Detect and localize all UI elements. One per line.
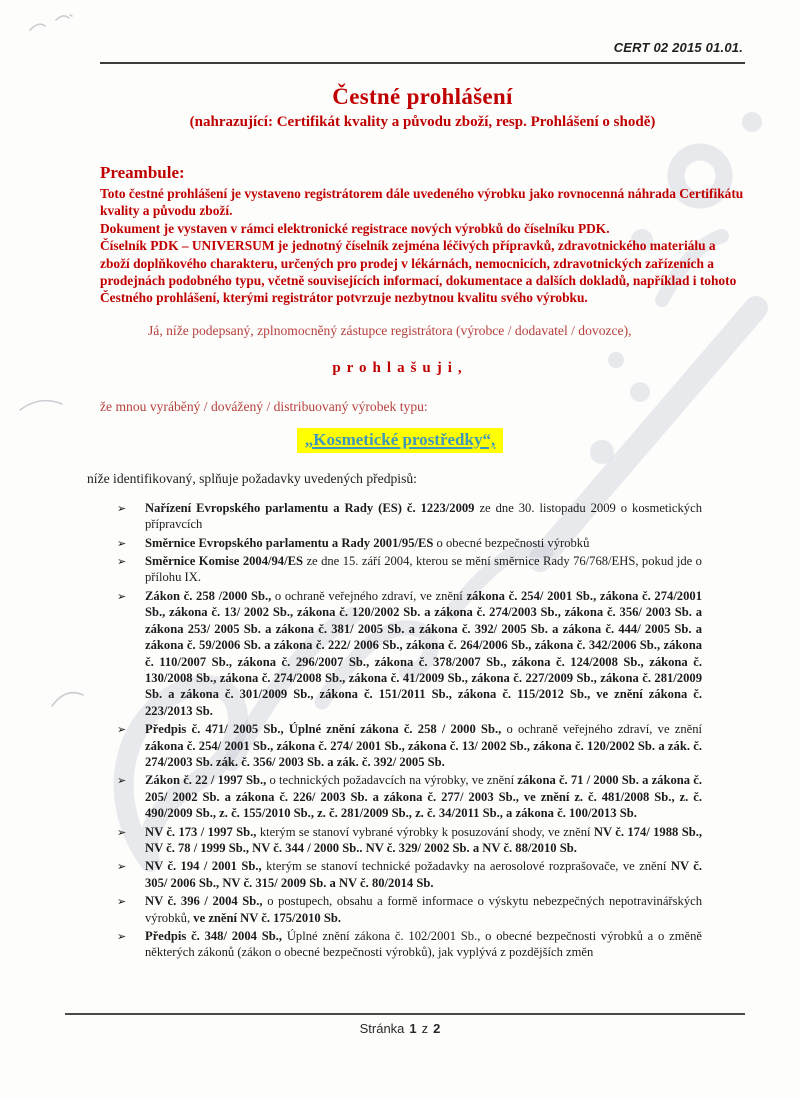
- arrow-bullet-icon: ➢: [117, 724, 127, 737]
- list-item: [100, 772, 702, 821]
- regulation-text: Předpis č. 471/ 2005 Sb., Úplné znění zákona č. 258 / 2000 Sb., o ochraně veřejného zdraví, ve znění zákona č. 254/ 2001 Sb., zákona č. 274/ 2001 Sb., zákona č. 13/ 2002 Sb., zákona č. 120/2002 Sb. a zák. č. 274/2003 Sb. zák. č. 356/ 2003 Sb. a zák. č. 392/ 2005 Sb.: [145, 722, 703, 769]
- list-item: [100, 928, 702, 961]
- list-item: [100, 824, 702, 857]
- list-item: [100, 500, 702, 533]
- regulation-text: Nařízení Evropského parlamentu a Rady (ES) č. 1223/2009 ze dne 30. listopadu 2009 o kosmetických přípravcích: [145, 500, 702, 532]
- footer-of: z: [421, 1021, 429, 1036]
- arrow-bullet-icon: ➢: [117, 502, 127, 515]
- arrow-bullet-icon: ➢: [117, 590, 127, 603]
- list-item: [100, 535, 702, 551]
- declaration-closing: níže identifikovaný, splňuje požadavky uvedených předpisů:: [87, 470, 417, 486]
- arrow-bullet-icon: ➢: [117, 775, 127, 788]
- footer-label: Stránka: [359, 1021, 405, 1036]
- regulation-text: NV č. 194 / 2001 Sb., kterým se stanoví technické požadavky na aerosolové rozprašovače, ve znění NV č. 305/ 2006 Sb., NV č. 315/ 2009 Sb. a NV č. 80/2014 Sb.: [145, 859, 702, 890]
- footer-total-pages: 2: [433, 1021, 441, 1036]
- regulation-text: NV č. 396 / 2004 Sb., o postupech, obsahu a formě informace o výskytu nebezpečných nepotravinářských výrobků, ve znění NV č. 175/2010 Sb.: [145, 894, 703, 925]
- declaration-verb: prohlašuji,: [332, 359, 468, 376]
- page-subtitle: (nahrazující: Certifikát kvality a původu zboží, resp. Prohlášení o shodě): [189, 114, 656, 130]
- arrow-bullet-icon: ➢: [117, 826, 127, 839]
- arrow-bullet-icon: ➢: [117, 537, 127, 550]
- arrow-bullet-icon: ➢: [117, 896, 127, 909]
- header-doc-code: CERT 02 2015 01.01.: [613, 40, 743, 55]
- list-item: [100, 721, 702, 770]
- regulation-text: Předpis č. 348/ 2004 Sb., Úplné znění zákona č. 102/2001 Sb., o obecné bezpečnosti výrobků a o změně některých zákonů (zákon o obecné bezpečnosti výrobků), jak vyplývá z pozdějších změn: [145, 929, 702, 960]
- footer-page-number: 1: [409, 1021, 417, 1036]
- list-item: [100, 893, 702, 926]
- footer-rule: [65, 1013, 745, 1015]
- arrow-bullet-icon: ➢: [117, 556, 127, 569]
- preambule-paragraph: Číselník PDK – UNIVERSUM je jednotný číselník zejména léčivých přípravků, zdravotnického materiálu a zboží doplňkového charakteru, určených pro prodej v lékárnách, nemocnicích, zdravotnických zařízeních a prodejnách podobného typu, včetně souvisejících informací, dokumentace a dalších dokladů, například i tohoto Čestného prohlášení, kterými registrátor potvrzuje nezbytnou kvalitu svého výrobku.: [100, 238, 737, 306]
- arrow-bullet-icon: ➢: [117, 931, 127, 943]
- regulation-text: Směrnice Komise 2004/94/ES ze dne 15. září 2004, kterou se mění směrnice Rady 76/768/EHS, pokud jde o přílohu IX.: [145, 554, 702, 585]
- regulation-text: Zákon č. 22 / 1997 Sb., o technických požadavcích na výrobky, ve znění zákona č. 71 / 2000 Sb. a zákona č. 205/ 2002 Sb. a zákona č. 226/ 2003 Sb. a zákona č. 277/ 2003 Sb., ve znění z. č. 481/2008 Sb., z. č. 490/2009 Sb., z. č. 155/2010 Sb., z. č. 281/2009 Sb., z. č. 34/2011 Sb., a zákona č. 100/2013 Sb.: [145, 773, 702, 821]
- regulation-text: NV č. 173 / 1997 Sb., kterým se stanoví vybrané výrobky k posuzování shody, ve znění NV č. 174/ 1988 Sb., NV č. 78 / 1999 Sb., NV č. 344 / 2000 Sb.. NV č. 329/ 2002 Sb. a NV č. 88/2010 Sb.: [145, 824, 703, 855]
- regulation-text: Zákon č. 258 /2000 Sb., o ochraně veřejného zdraví, ve znění zákona č. 254/ 2001 Sb., zákona č. 274/2001 Sb., zákona č. 13/ 2002 Sb., zákona č. 120/2002 Sb. a zákona č. 274/2003 Sb., zákona č. 356/ 2003 Sb. a zákona 253/ 2005 Sb. a zákona č. 381/ 2005 Sb. a zákona č. 392/ 2005 Sb. a zákona č. 444/ 2005 Sb. a zákona č. 59/2006 Sb. a zákona č. 222/ 2006 Sb., zákona č. 264/2006 Sb., zákona č. 342/2006 Sb., zákona č. 110/2007 Sb., zákona č. 296/2007 Sb., zákona č. 378/2007 Sb., zákona č. 124/2008 Sb., zákona č. 130/2008 Sb., zákona č. 274/2008 Sb., zákona č. 41/2009 Sb., zákona č. 227/2009 Sb., zákona č. 281/2009 Sb. a zákona č. 301/2009 Sb., zákona č. 151/2011 Sb., zákona č. 115/2012 Sb., ve znění zákona č. 223/2013 Sb.: [145, 588, 702, 718]
- declaration-intro: Já, níže podepsaný, zplnomocněný zástupce registrátora (výrobce / dodavatel / dovozce),: [148, 322, 632, 338]
- regulations-list: [100, 500, 702, 961]
- preambule-paragraph: Dokument je vystaven v rámci elektronické registrace nových výrobků do číselníku PDK.: [100, 220, 610, 236]
- regulation-text: Směrnice Evropského parlamentu a Rady 2001/95/ES o obecné bezpečnosti výrobků: [145, 535, 590, 550]
- list-item: [100, 858, 702, 891]
- list-item: [100, 588, 702, 719]
- list-item: [100, 553, 702, 586]
- arrow-bullet-icon: ➢: [117, 861, 127, 874]
- preambule-paragraph: Toto čestné prohlášení je vystaveno registrátorem dále uvedeného výrobku jako rovnocenná náhrada Certifikátu kvality a původu zboží.: [100, 186, 744, 219]
- product-type-line: že mnou vyráběný / dovážený / distribuovaný výrobek typu:: [100, 398, 428, 414]
- page-title: Čestné prohlášení: [332, 84, 513, 109]
- preambule-heading: Preambule:: [100, 163, 185, 182]
- page-footer: [0, 1021, 800, 1036]
- product-name-highlight: „Kosmetické prostředky“,: [297, 428, 503, 453]
